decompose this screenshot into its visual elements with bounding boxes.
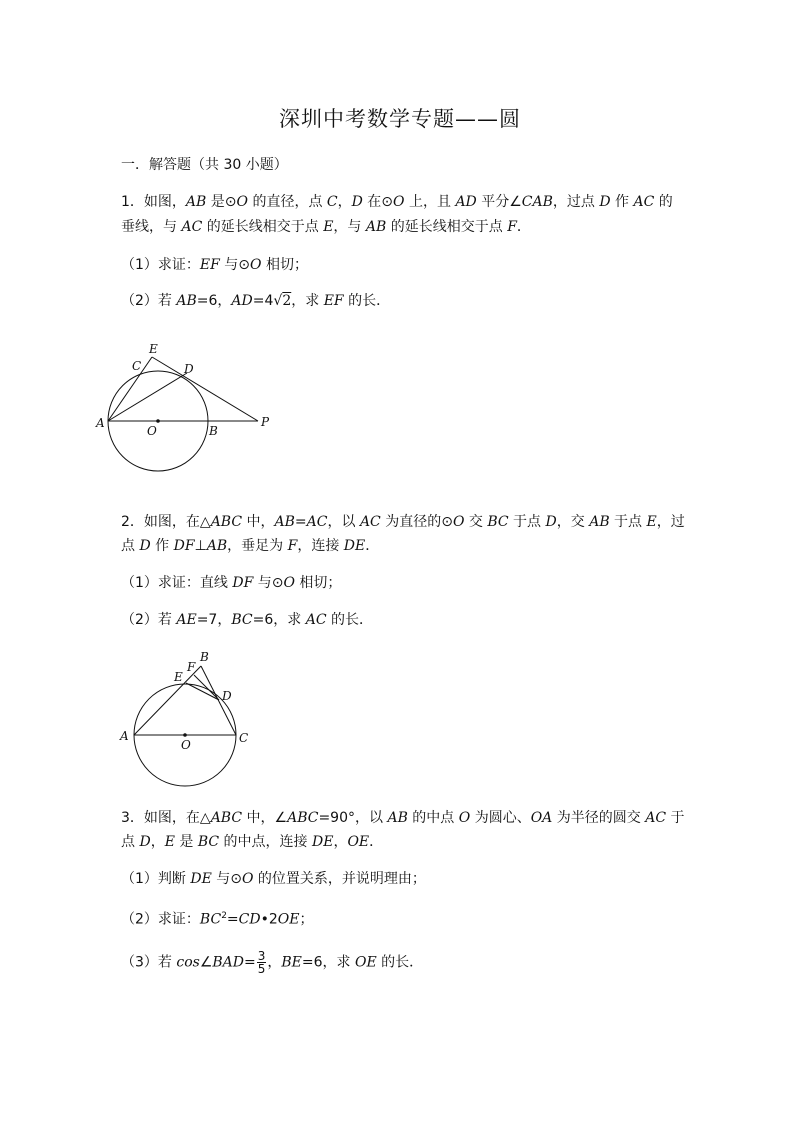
q1-part-1: （1）求证：EF 与⊙O 相切； [121, 257, 308, 273]
q1-center-dot [156, 419, 160, 423]
q3-fraction: $\frac{3}{5}$ [257, 949, 266, 976]
q1-label-C: C [132, 359, 142, 373]
q1-figure [90, 335, 290, 480]
page-title: 深圳中考数学专题——圆 [279, 107, 521, 131]
q2-label-O: O [181, 738, 191, 752]
section-heading: 一．解答题（共 30 小题） [121, 157, 288, 173]
q2-part-1: （1）求证：直线 DF 与⊙O 相切； [121, 575, 342, 591]
q1-line-AE [108, 357, 152, 421]
q1-line-AD [108, 373, 187, 421]
q3-part-1: （1）判断 DE 与⊙O 的位置关系，并说明理由； [121, 871, 426, 887]
q1-label-B: B [209, 424, 218, 438]
q3-part-3: （3）若 cos∠BAD= $\frac{3}{5}$ ，BE=6，求 OE 的长． [121, 949, 424, 976]
q2-label-B: B [200, 650, 209, 664]
q2-figure [112, 645, 262, 790]
q1-line-2: 垂线，与 AC 的延长线相交于点 E，与 AB 的延长线相交于点 F． [121, 219, 531, 235]
q2-line-1: 2．如图，在△ABC 中，AB=AC，以 AC 为直径的⊙O 交 BC 于点 D，交 AB 于点 E，过 [121, 514, 685, 530]
q2-label-E: E [174, 670, 183, 684]
q2-part-2: （2）若 AE=7，BC=6，求 AC 的长． [121, 612, 373, 628]
q1-label-A: A [96, 416, 105, 430]
q1-line-1: 1．如图，AB 是⊙O 的直径，点 C，D 在⊙O 上，且 AD 平分∠CAB，过点 D 作 AC 的 [121, 194, 673, 210]
q1-label-D: D [184, 362, 194, 376]
q3-part-2: （2）求证：$BC^2=CD•2OE$； [121, 911, 314, 928]
q2-label-D: D [222, 689, 232, 703]
q2-label-C: C [239, 731, 249, 745]
q3-line-1: 3．如图，在△ABC 中，∠ABC=90°，以 AB 的中点 O 为圆心、OA 为半径的圆交 AC 于 [121, 810, 685, 826]
q1-part-2: （2）若 AB=6，AD=4√2，求 EF 的长． [121, 293, 391, 309]
q2-line-AB [134, 666, 201, 735]
q2-label-A: A [120, 729, 129, 743]
q2-line-2: 点 D 作 DF⊥AB，垂足为 F，连接 DE． [121, 538, 380, 554]
q2-line-DF [194, 675, 219, 700]
q1-line-EP [152, 357, 258, 421]
q3-line-2: 点 D，E 是 BC 的中点，连接 DE，OE． [121, 834, 384, 850]
q2-label-F: F [187, 660, 196, 674]
q1-label-O: O [147, 424, 157, 438]
q1-label-E: E [149, 342, 158, 356]
q2-center-dot [183, 733, 187, 737]
q1-label-P: P [261, 415, 270, 429]
